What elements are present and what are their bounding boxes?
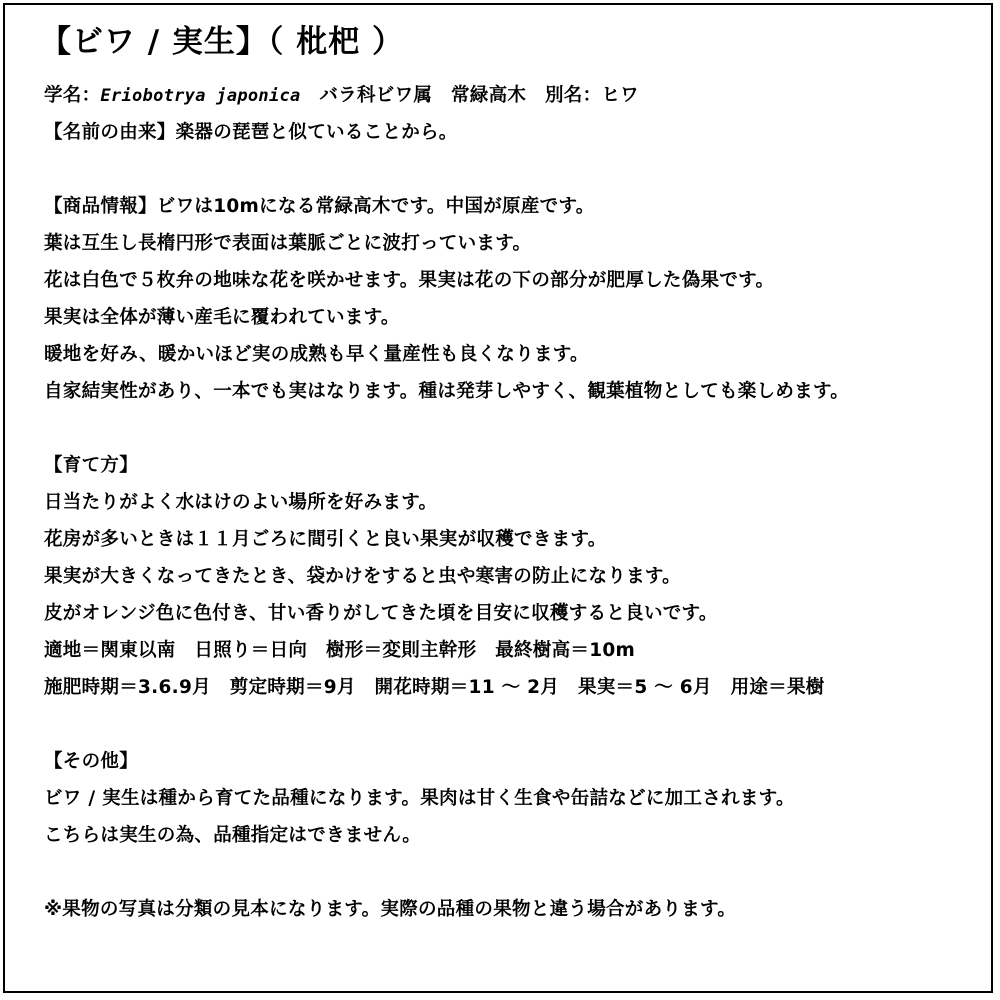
page-title: 【ビワ / 実生】（ 枇杷 ）	[40, 24, 404, 60]
product-info-line: 花は白色で５枚弁の地味な花を咲かせます。果実は花の下の部分が肥厚した偽果です。	[44, 270, 775, 291]
product-info-line: 果実は全体が薄い産毛に覆われています。	[44, 307, 400, 328]
product-info-line: 【商品情報】ビワは10mになる常緑高木です。中国が原産です。	[44, 196, 595, 217]
section-spacer	[44, 414, 984, 451]
name-origin-line: 【名前の由来】楽器の琵琶と似ていることから。	[44, 122, 458, 143]
growing-line: 花房が多いときは１１月ごろに間引くと良い果実が収穫できます。	[44, 529, 607, 550]
growing-line: 果実が大きくなってきたとき、袋かけをすると虫や寒害の防止になります。	[44, 566, 681, 587]
section-spacer	[44, 155, 984, 192]
growing-line: 皮がオレンジ色に色付き、甘い香りがしてきた頃を目安に収穫すると良いです。	[44, 603, 718, 624]
growing-schedule-line: 施肥時期＝3.6.9月 剪定時期＝9月 開花時期＝11 ～ 2月 果実＝5 ～ 6月 用途＝果樹	[44, 677, 825, 698]
other-line: ビワ / 実生は種から育てた品種になります。果肉は甘く生食や缶詰などに加工されます。	[44, 788, 795, 809]
disclaimer-note: ※果物の写真は分類の見本になります。実際の品種の果物と違う場合があります。	[44, 899, 737, 920]
growing-line: 日当たりがよく水はけのよい場所を好みます。	[44, 492, 438, 513]
product-info-line: 暖地を好み、暖かいほど実の成熟も早く量産性も良くなります。	[44, 344, 589, 365]
scientific-name-line	[44, 81, 984, 118]
classification-text: バラ科ビワ属 常緑高木 別名：ヒワ	[300, 85, 639, 106]
scientific-name: Eriobotrya japonica	[100, 86, 301, 106]
growing-spec-line: 適地＝関東以南 日照り＝日向 樹形＝変則主幹形 最終樹高＝10m	[44, 640, 636, 661]
scientific-name-prefix: 学名：	[44, 85, 101, 106]
section-spacer	[44, 710, 984, 747]
other-heading: 【その他】	[44, 751, 139, 772]
growing-heading: 【育て方】	[44, 455, 139, 476]
product-info-line: 自家結実性があり、一本でも実はなります。種は発芽しやすく、観葉植物としても楽しめます。	[44, 381, 850, 402]
product-info-line: 葉は互生し長楕円形で表面は葉脈ごとに波打っています。	[44, 233, 532, 254]
other-line: こちらは実生の為、品種指定はできません。	[44, 825, 422, 846]
section-spacer	[44, 858, 984, 895]
document-body	[44, 81, 984, 932]
